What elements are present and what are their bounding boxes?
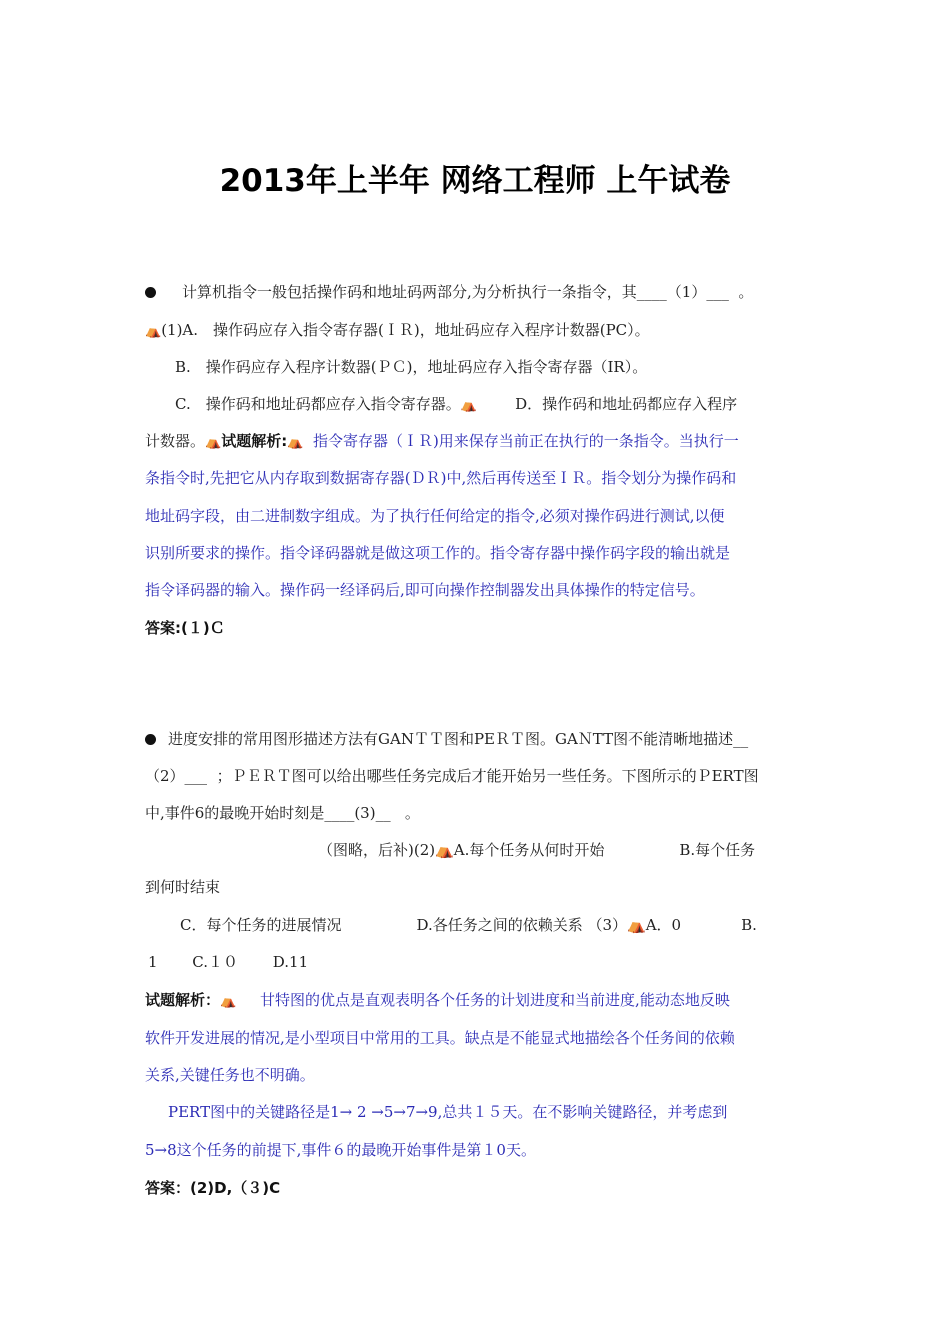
q1-analysis-line-3: 地址码字段，由二进制数字组成。为了执行任何给定的指令,必须对操作码进行测试,以便 xyxy=(145,507,725,525)
q2-blank-3: ____(3)__ xyxy=(324,804,391,822)
q2-options-line-3: C．每个任务的进展情况 D.各任务之间的依赖关系 （3）⛺A．0 B. xyxy=(180,916,757,934)
bullet-icon xyxy=(145,287,156,298)
q2-stem-text-2: ；ＰＥＲＴ图可以给出哪些任务完成后才能开始另一些任务。下图所示的ＰERT图 xyxy=(216,767,759,785)
q1-analysis-label: 试题解析: xyxy=(221,432,288,450)
q2-pert-line-1: PERT图中的关键路径是1→ 2 →5→7→9,总共１５天。在不影响关键路径，并考虑到 xyxy=(168,1103,728,1121)
paragraph-mark-icon: ⛺ xyxy=(145,324,162,339)
page-title: 2013年上半年 网络工程师 上午试卷 xyxy=(219,163,731,199)
q1-stem xyxy=(145,282,753,302)
q2-analysis-line-2: 软件开发进展的情况,是小型项目中常用的工具。缺点是不能显式地描绘各个任务间的依赖 xyxy=(145,1029,735,1047)
q2-analysis-line-3: 关系,关键任务也不明确。 xyxy=(145,1066,315,1084)
q2-stem-text-3: 中,事件6的最晚开始时刻是 xyxy=(145,804,325,822)
q1-option-d-cont: 计数器。 xyxy=(145,432,206,450)
q2-blank-start: __ xyxy=(733,730,749,748)
q2-answer: 答案：(2)D,（３)C xyxy=(145,1179,281,1197)
q2-stem-line-1 xyxy=(145,729,748,749)
q2-stem-text: 进度安排的常用图形描述方法有GANＴＴ图和PEＲＴ图。GAＮTT图不能清晰地描述 xyxy=(168,730,734,748)
paragraph-mark-icon: ⛺ xyxy=(460,398,477,413)
q2-options-line-2: 到何时结束 xyxy=(145,878,221,896)
q1-analysis-line-5: 指令译码器的输入。操作码一经译码后,即可向操作控制器发出具体操作的特定信号。 xyxy=(145,581,705,599)
q2-analysis-label: 试题解析： xyxy=(145,991,221,1009)
q2-stem-end: 。 xyxy=(404,804,420,822)
q2-blank-2: （2）___ xyxy=(145,767,208,785)
paragraph-mark-icon: ⛺ xyxy=(287,435,304,450)
paragraph-mark-icon: ⛺ xyxy=(205,435,222,450)
q1-stem-end: 。 xyxy=(738,283,754,301)
q1-option-a xyxy=(145,320,650,342)
q1-analysis-line-2: 条指令时,先把它从内存取到数据寄存器(ＤＲ)中,然后再传送至ＩＲ。指令划分为操作码和 xyxy=(145,469,737,487)
q2-options-line-4: 1 C.１０ D.11 xyxy=(148,953,309,971)
q1-blank: ____（1）___ xyxy=(636,283,729,301)
q2-analysis-line-1 xyxy=(145,990,730,1012)
bullet-icon xyxy=(145,734,156,745)
q1-analysis-text: 指令寄存器（ＩＲ)用来保存当前正在执行的一条指令。当执行一 xyxy=(312,432,739,450)
q1-stem-text: 计算机指令一般包括操作码和地址码两部分,为分析执行一条指令，其 xyxy=(182,283,637,301)
q1-answer: 答案:(１)Ｃ xyxy=(145,619,225,637)
q2-stem-line-3 xyxy=(145,803,420,823)
q2-options-line-1: （图略，后补)(2)⛺A.每个任务从何时开始 B.每个任务 xyxy=(318,841,756,859)
paragraph-mark-icon: ⛺ xyxy=(220,994,237,1009)
q1-option-a-text: (1)A. 操作码应存入指令寄存器(ＩＲ)，地址码应存入程序计数器(PC）。 xyxy=(161,321,650,339)
q2-pert-line-2: 5→8这个任务的前提下,事件６的最晚开始事件是第１0天。 xyxy=(145,1141,536,1159)
q1-analysis-line-1 xyxy=(145,431,739,453)
q1-option-b: B. 操作码应存入程序计数器(ＰＣ)，地址码应存入指令寄存器（IR）。 xyxy=(175,358,648,376)
q1-option-c-d xyxy=(175,394,737,416)
q2-stem-line-2 xyxy=(145,766,759,786)
q1-analysis-line-4: 识别所要求的操作。指令译码器就是做这项工作的。指令寄存器中操作码字段的输出就是 xyxy=(145,544,731,562)
q2-analysis-text: 甘特图的优点是直观表明各个任务的计划进度和当前进度,能动态地反映 xyxy=(260,991,730,1009)
q1-option-c-text: C. 操作码和地址码都应存入指令寄存器。 xyxy=(175,395,461,413)
q1-option-d-text: D．操作码和地址码都应存入程序 xyxy=(515,395,738,413)
